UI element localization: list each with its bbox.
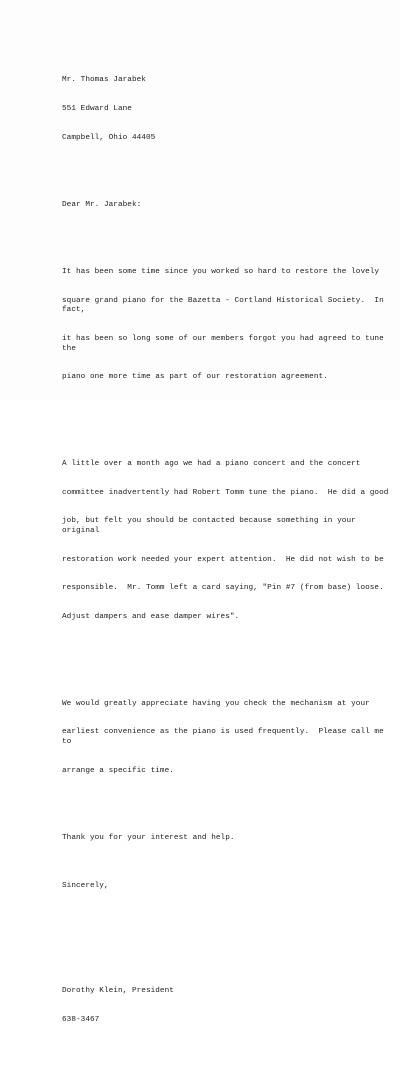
paragraph-line: We would greatly appreciate having you check the mechanism at your (62, 699, 370, 708)
paragraph-line: square grand piano for the Bazetta - Cortland Historical Society. In fact, (62, 296, 389, 315)
paragraph-line: committee inadvertently had Robert Tomm tune the piano. He did a good (62, 488, 389, 497)
paragraph-line: it has been so long some of our members forgot you had agreed to tune the (62, 335, 389, 353)
paragraph-line: arrange a specific time. (62, 766, 174, 775)
recipient-city: Campbell, Ohio 44405 (62, 133, 156, 142)
recipient-name: Mr. Thomas Jarabek (62, 75, 146, 84)
paragraph-line: A little over a month ago we had a piano concert and the concert (62, 459, 361, 468)
paragraph-line: It has been some time since you worked so hard to restore the lovely (62, 267, 380, 276)
thank-you-line: Thank you for your interest and help. (62, 833, 235, 842)
paragraph-line: restoration work needed your expert attention. He did not wish to be (62, 555, 384, 564)
paragraph-1 (62, 249, 392, 403)
closing: Sincerely, (62, 881, 109, 890)
paragraph-line: Adjust dampers and ease damper wires". (62, 613, 240, 622)
paragraph-line: job, but felt you should be contacted because something in your original (62, 517, 361, 535)
recipient-address (62, 57, 392, 163)
salutation: Dear Mr. Jarabek: (62, 200, 142, 209)
signature-block (62, 968, 392, 1045)
signature-phone: 638-3467 (62, 1016, 100, 1025)
paragraph-line: earliest convenience as the piano is used frequently. Please call me to (62, 728, 389, 746)
recipient-street: 551 Edward Lane (62, 104, 132, 113)
letter-body (62, 28, 392, 1074)
paragraph-line: piano one more time as part of our restoration agreement. (62, 373, 328, 382)
paragraph-3 (62, 680, 392, 795)
paragraph-line: responsible. Mr. Tomm left a card saying, "Pin #7 (from base) loose. (62, 584, 384, 593)
signature-name: Dorothy Klein, President (62, 987, 174, 996)
paragraph-2 (62, 441, 392, 642)
